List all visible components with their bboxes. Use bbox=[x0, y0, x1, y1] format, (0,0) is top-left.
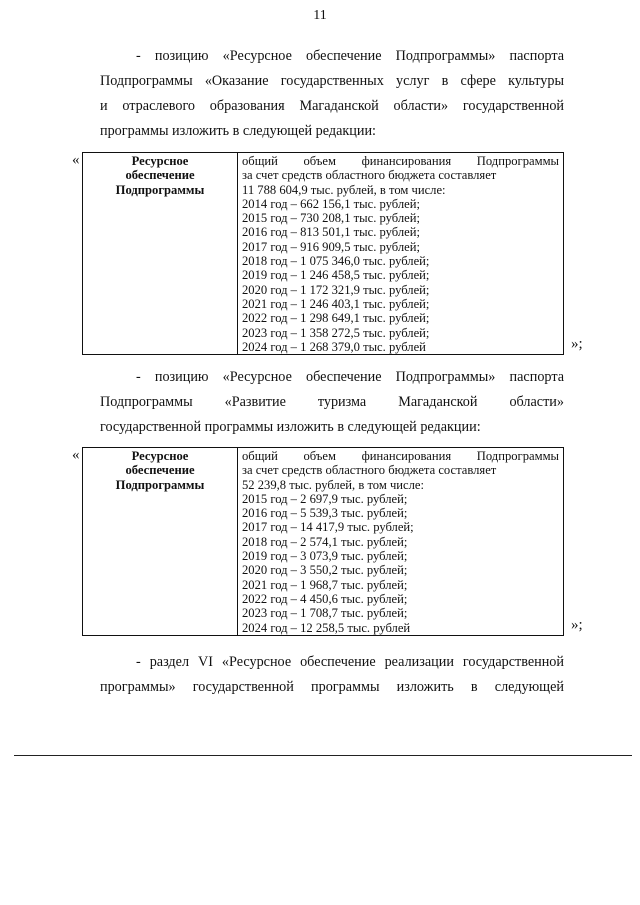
table-line: 2024 год – 12 258,5 тыс. рублей bbox=[242, 620, 411, 635]
table-line: 2021 год – 1 246 403,1 тыс. рублей; bbox=[242, 296, 430, 311]
paragraph-1 bbox=[100, 44, 564, 144]
paragraph-2 bbox=[100, 365, 564, 440]
table-line: 2018 год – 2 574,1 тыс. рублей; bbox=[242, 534, 408, 549]
footer-rule bbox=[14, 755, 632, 756]
paragraph-line: - раздел VI «Ресурсное обеспечение реализации государственной bbox=[136, 654, 564, 670]
table-2-header-cell bbox=[83, 448, 238, 636]
table-header-line: Подпрограммы bbox=[115, 182, 205, 197]
table-line: 2017 год – 14 417,9 тыс. рублей; bbox=[242, 520, 414, 535]
table-2-body-cell bbox=[238, 448, 564, 636]
table-line: 2022 год – 1 298 649,1 тыс. рублей; bbox=[242, 311, 430, 326]
table-1-header-cell bbox=[83, 153, 238, 355]
table-2-close-quote: »; bbox=[571, 617, 583, 633]
table-line: 2019 год – 3 073,9 тыс. рублей; bbox=[242, 549, 408, 564]
table-line: 2022 год – 4 450,6 тыс. рублей; bbox=[242, 591, 408, 606]
table-line: 2021 год – 1 968,7 тыс. рублей; bbox=[242, 577, 408, 592]
paragraph-line: программы изложить в следующей редакции: bbox=[100, 123, 376, 139]
paragraph-line: и отраслевого образования Магаданской области» государственной bbox=[100, 98, 564, 114]
table-line: 2017 год – 916 909,5 тыс. рублей; bbox=[242, 239, 420, 254]
paragraph-line: Подпрограммы «Развитие туризма Магаданской области» bbox=[100, 394, 564, 410]
table-line: 2016 год – 5 539,3 тыс. рублей; bbox=[242, 506, 408, 521]
table-2-open-quote: « bbox=[72, 447, 80, 463]
table-line: 2016 год – 813 501,1 тыс. рублей; bbox=[242, 225, 420, 240]
table-line: 11 788 604,9 тыс. рублей, в том числе: bbox=[242, 182, 446, 197]
table-1-body-cell bbox=[238, 153, 564, 355]
resource-table-1 bbox=[82, 152, 564, 355]
table-1-close-quote: »; bbox=[571, 336, 583, 352]
table-line: 2015 год – 730 208,1 тыс. рублей; bbox=[242, 211, 420, 226]
table-line: 2015 год – 2 697,9 тыс. рублей; bbox=[242, 491, 408, 506]
table-line: за счет средств областного бюджета составляет bbox=[242, 463, 497, 478]
table-header-line: обеспечение bbox=[125, 168, 195, 183]
table-line: 2020 год – 1 172 321,9 тыс. рублей; bbox=[242, 282, 430, 297]
paragraph-line: - позицию «Ресурсное обеспечение Подпрограммы» паспорта bbox=[136, 369, 564, 385]
table-line: 2014 год – 662 156,1 тыс. рублей; bbox=[242, 196, 420, 211]
table-first-line: общий объем финансирования Подпрограммы bbox=[242, 154, 559, 168]
table-line: 2020 год – 3 550,2 тыс. рублей; bbox=[242, 563, 408, 578]
table-line: 2024 год – 1 268 379,0 тыс. рублей bbox=[242, 339, 426, 354]
table-header-line: обеспечение bbox=[125, 463, 195, 478]
table-line: 2018 год – 1 075 346,0 тыс. рублей; bbox=[242, 254, 430, 269]
table-line: 52 239,8 тыс. рублей, в том числе: bbox=[242, 477, 424, 492]
table-line: за счет средств областного бюджета составляет bbox=[242, 168, 497, 183]
resource-table-2 bbox=[82, 447, 564, 636]
paragraph-line: государственной программы изложить в следующей редакции: bbox=[100, 419, 481, 435]
paragraph-line: - позицию «Ресурсное обеспечение Подпрограммы» паспорта bbox=[136, 48, 564, 64]
table-header-line: Ресурсное bbox=[131, 449, 189, 463]
table-line: 2019 год – 1 246 458,5 тыс. рублей; bbox=[242, 268, 430, 283]
table-first-line: общий объем финансирования Подпрограммы bbox=[242, 449, 559, 463]
paragraph-line: Подпрограммы «Оказание государственных услуг в сфере культуры bbox=[100, 73, 564, 89]
table-header-line: Ресурсное bbox=[131, 154, 189, 168]
paragraph-3 bbox=[100, 650, 564, 700]
paragraph-line: программы» государственной программы изложить в следующей bbox=[100, 679, 564, 695]
page-number: 11 bbox=[313, 8, 327, 23]
table-line: 2023 год – 1 358 272,5 тыс. рублей; bbox=[242, 325, 430, 340]
table-line: 2023 год – 1 708,7 тыс. рублей; bbox=[242, 606, 408, 621]
table-1-open-quote: « bbox=[72, 152, 80, 168]
table-header-line: Подпрограммы bbox=[115, 477, 205, 492]
